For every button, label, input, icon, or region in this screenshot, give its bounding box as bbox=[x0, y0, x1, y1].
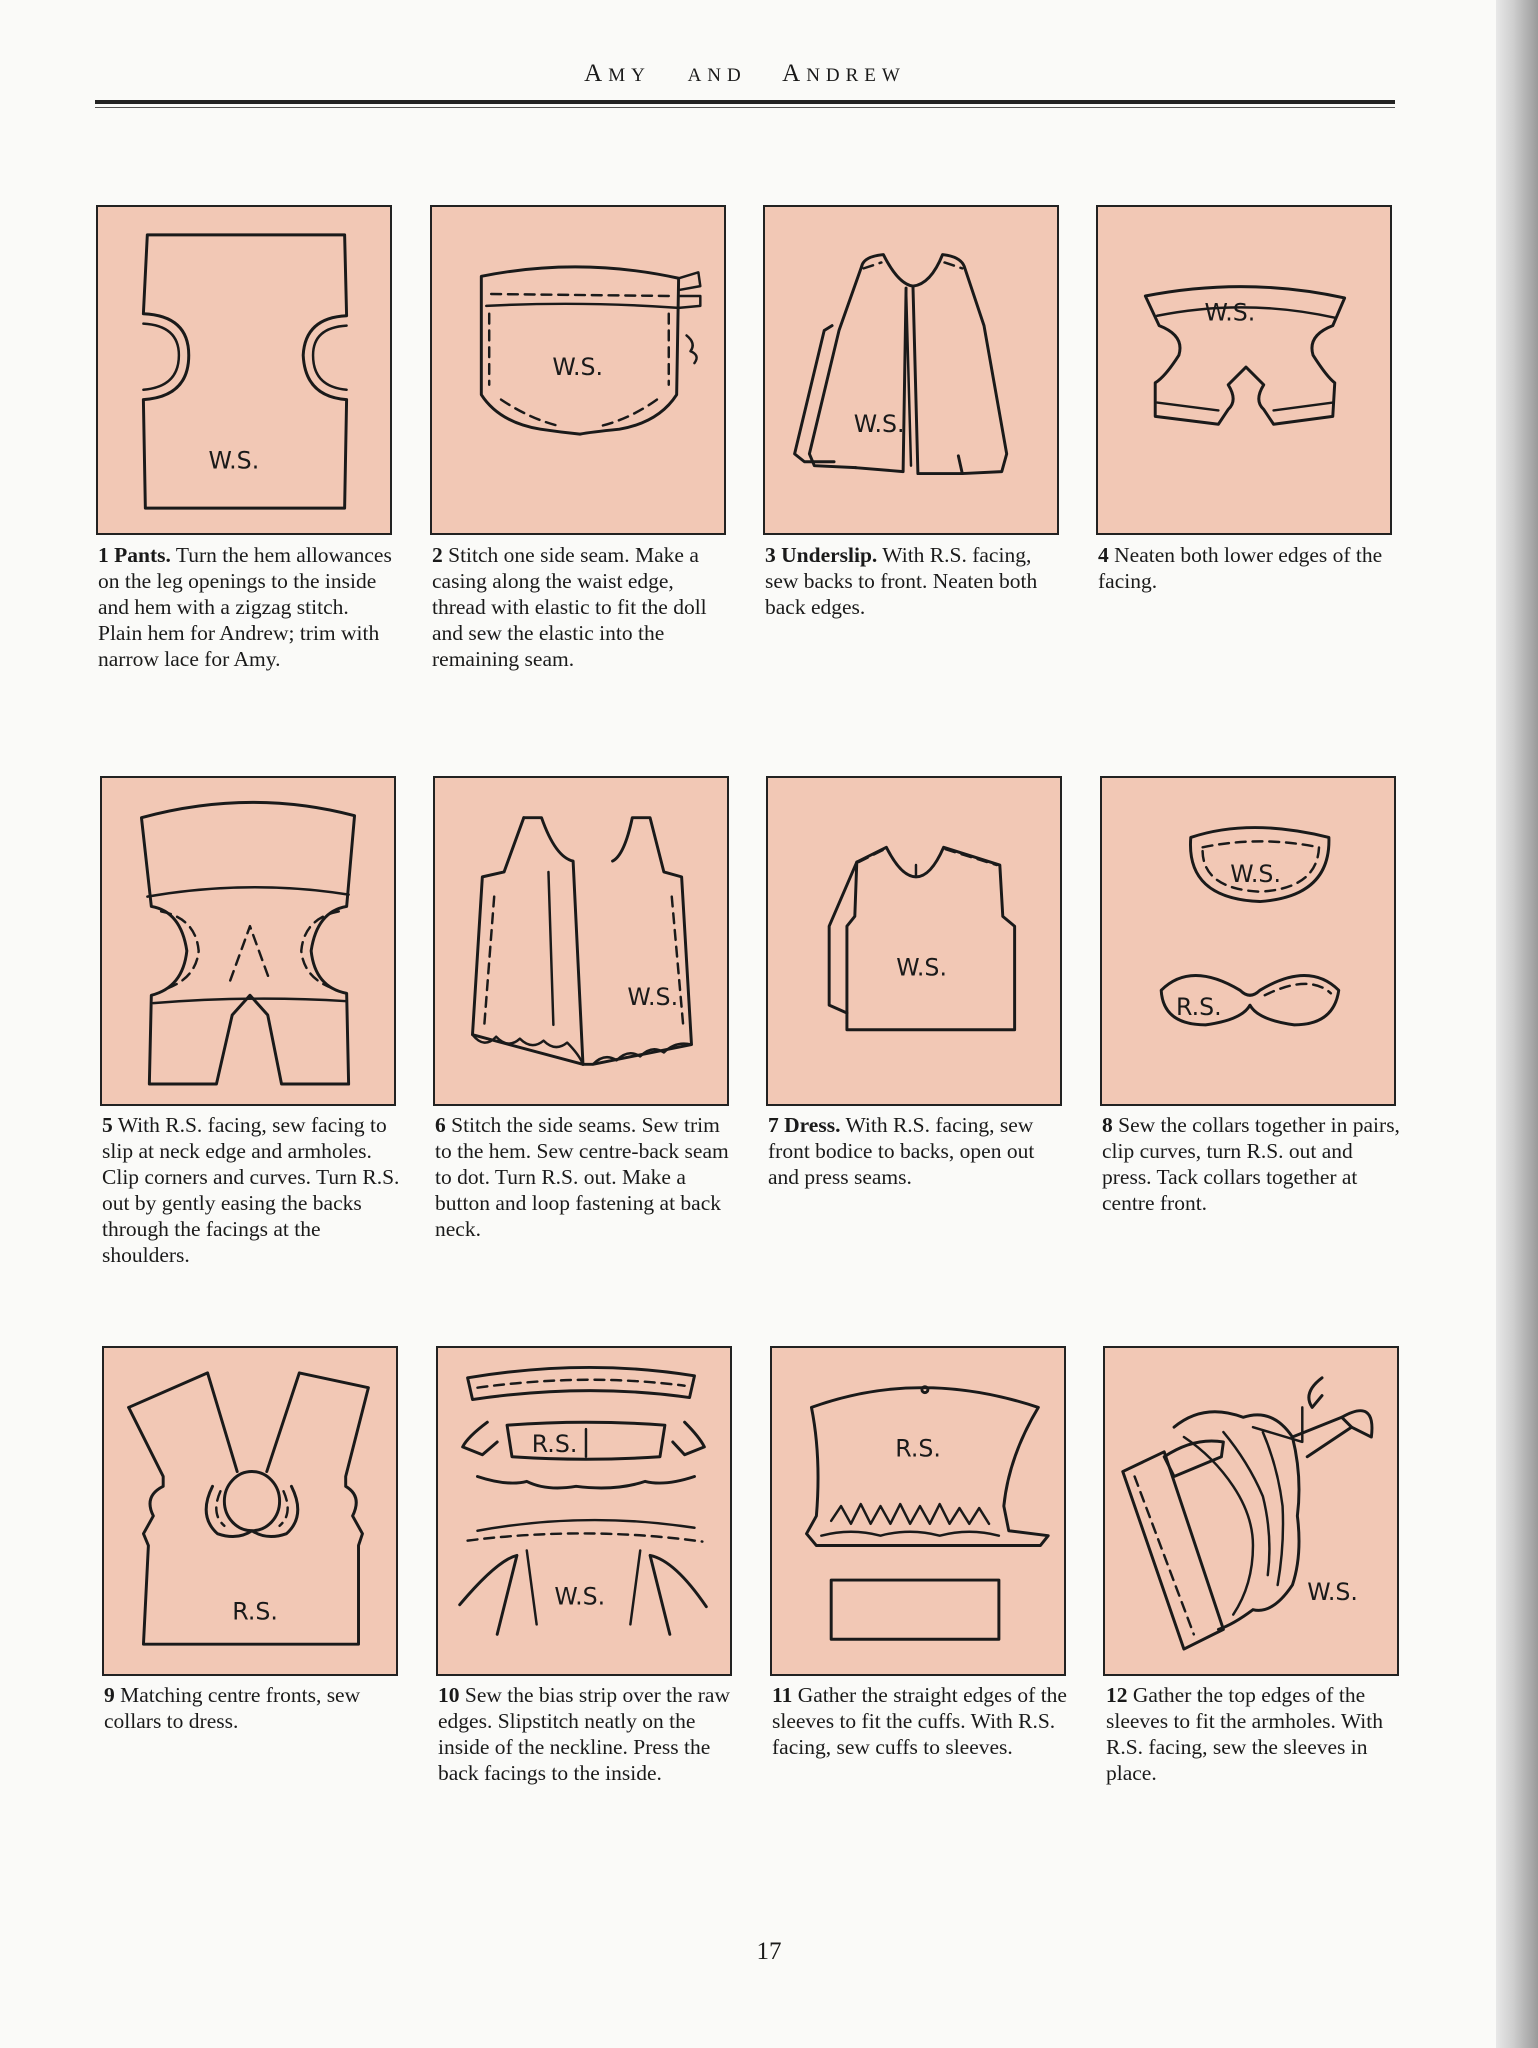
dress-with-collars-drawing bbox=[104, 1348, 396, 1674]
collars-drawing bbox=[1102, 778, 1394, 1104]
illustration-step-12 bbox=[1103, 1346, 1399, 1676]
header-word-and: AND bbox=[687, 65, 747, 86]
caption-step-2 bbox=[432, 542, 732, 672]
step-number: 7 bbox=[768, 1113, 779, 1137]
sleeve-insertion-drawing bbox=[1105, 1348, 1397, 1674]
label-ws: W.S. bbox=[896, 953, 947, 982]
caption-step-7 bbox=[768, 1112, 1068, 1190]
step-text: With R.S. facing, sew backs to front. Neaten both back edges. bbox=[765, 543, 1038, 619]
caption-step-6 bbox=[435, 1112, 735, 1242]
illustration-step-3 bbox=[763, 205, 1059, 535]
sleeve-and-cuff-drawing bbox=[772, 1348, 1064, 1674]
step-number: 10 bbox=[438, 1683, 460, 1707]
step-text: Matching centre fronts, sew collars to dress. bbox=[104, 1683, 361, 1733]
step-number: 11 bbox=[772, 1683, 793, 1707]
illustration-step-8 bbox=[1100, 776, 1396, 1106]
step-number: 12 bbox=[1106, 1683, 1128, 1707]
illustration-step-4 bbox=[1096, 205, 1392, 535]
step-number: 3 bbox=[765, 543, 776, 567]
step-text: Neaten both lower edges of the facing. bbox=[1098, 543, 1383, 593]
caption-step-11 bbox=[772, 1682, 1072, 1760]
label-rs: R.S. bbox=[1175, 992, 1222, 1021]
label-ws: W.S. bbox=[627, 983, 679, 1012]
facing-drawing bbox=[1098, 207, 1390, 533]
label-ws: W.S. bbox=[1307, 1577, 1358, 1606]
illustration-step-1 bbox=[96, 205, 392, 535]
pants-pattern-drawing bbox=[98, 207, 390, 533]
illustration-step-5 bbox=[100, 776, 396, 1106]
label-rs: R.S. bbox=[531, 1429, 578, 1458]
bias-strip-drawing bbox=[438, 1348, 730, 1674]
step-number: 5 bbox=[102, 1113, 113, 1137]
step-text: With R.S. facing, sew facing to slip at neck edge and armholes. Clip corners and curves. Turn R.S. out by gently easing the backs through the facings at the shoulders. bbox=[102, 1113, 400, 1267]
step-title: Underslip. bbox=[781, 543, 878, 567]
step-text: Sew the collars together in pairs, clip curves, turn R.S. out and press. Tack collars together at centre front. bbox=[1102, 1113, 1400, 1215]
illustration-step-2 bbox=[430, 205, 726, 535]
running-header bbox=[95, 60, 1395, 88]
header-initial-a2: A bbox=[782, 60, 807, 87]
header-rule-thin bbox=[95, 107, 1395, 108]
header-initial-a: A bbox=[584, 60, 609, 87]
step-title: Dress. bbox=[784, 1113, 841, 1137]
page-number: 17 bbox=[756, 1938, 782, 1965]
step-number: 2 bbox=[432, 543, 443, 567]
caption-step-12 bbox=[1106, 1682, 1406, 1786]
label-ws: W.S. bbox=[552, 352, 604, 381]
label-ws: W.S. bbox=[1204, 298, 1256, 327]
step-number: 8 bbox=[1102, 1113, 1113, 1137]
step-number: 4 bbox=[1098, 543, 1109, 567]
step-number: 6 bbox=[435, 1113, 446, 1137]
caption-step-4 bbox=[1098, 542, 1398, 594]
step-text: Gather the top edges of the sleeves to fit the armholes. With R.S. facing, sew the sleeves in place. bbox=[1106, 1683, 1383, 1785]
caption-step-8 bbox=[1102, 1112, 1402, 1216]
caption-step-1 bbox=[98, 542, 398, 672]
page-edge-shadow bbox=[1496, 0, 1538, 2048]
label-ws: W.S. bbox=[208, 446, 260, 475]
underslip-drawing bbox=[765, 207, 1057, 533]
underslip-finished-drawing bbox=[435, 778, 727, 1104]
header-word-andrew: NDREW bbox=[806, 65, 906, 86]
header-word-amy: MY bbox=[608, 65, 651, 86]
illustration-step-9 bbox=[102, 1346, 398, 1676]
step-text: Gather the straight edges of the sleeves to fit the cuffs. With R.S. facing, sew cuffs to sleeves. bbox=[772, 1683, 1067, 1759]
header-rule-thick bbox=[95, 100, 1395, 104]
label-ws: W.S. bbox=[554, 1582, 606, 1611]
illustration-step-11 bbox=[770, 1346, 1066, 1676]
pants-sewn-drawing bbox=[432, 207, 724, 533]
caption-step-5 bbox=[102, 1112, 402, 1268]
label-rs: R.S. bbox=[232, 1597, 278, 1626]
step-text: Stitch one side seam. Make a casing along the waist edge, thread with elastic to fit the doll and sew the elastic into the remaining seam. bbox=[432, 543, 707, 671]
illustration-step-7 bbox=[766, 776, 1062, 1106]
step-text: Stitch the side seams. Sew trim to the hem. Sew centre-back seam to dot. Turn R.S. out. Make a button and loop fastening at back neck. bbox=[435, 1113, 729, 1241]
label-ws: W.S. bbox=[1230, 859, 1281, 888]
step-text: Turn the hem allowances on the leg openings to the inside and hem with a zigzag stitch. Plain hem for Andrew; trim with narrow lace for Amy. bbox=[98, 543, 392, 671]
illustration-step-10 bbox=[436, 1346, 732, 1676]
caption-step-10 bbox=[438, 1682, 738, 1786]
label-rs: R.S. bbox=[895, 1434, 941, 1463]
step-text: Sew the bias strip over the raw edges. Slipstitch neatly on the inside of the neckline. Press the back facings to the inside. bbox=[438, 1683, 730, 1785]
label-ws: W.S. bbox=[853, 410, 905, 439]
slip-with-facing-drawing bbox=[102, 778, 394, 1104]
caption-step-9 bbox=[104, 1682, 404, 1734]
dress-bodice-drawing bbox=[768, 778, 1060, 1104]
illustration-step-6 bbox=[433, 776, 729, 1106]
step-number: 1 bbox=[98, 543, 109, 567]
caption-step-3 bbox=[765, 542, 1065, 620]
step-text: With R.S. facing, sew front bodice to backs, open out and press seams. bbox=[768, 1113, 1035, 1189]
step-number: 9 bbox=[104, 1683, 115, 1707]
step-title: Pants. bbox=[114, 543, 171, 567]
